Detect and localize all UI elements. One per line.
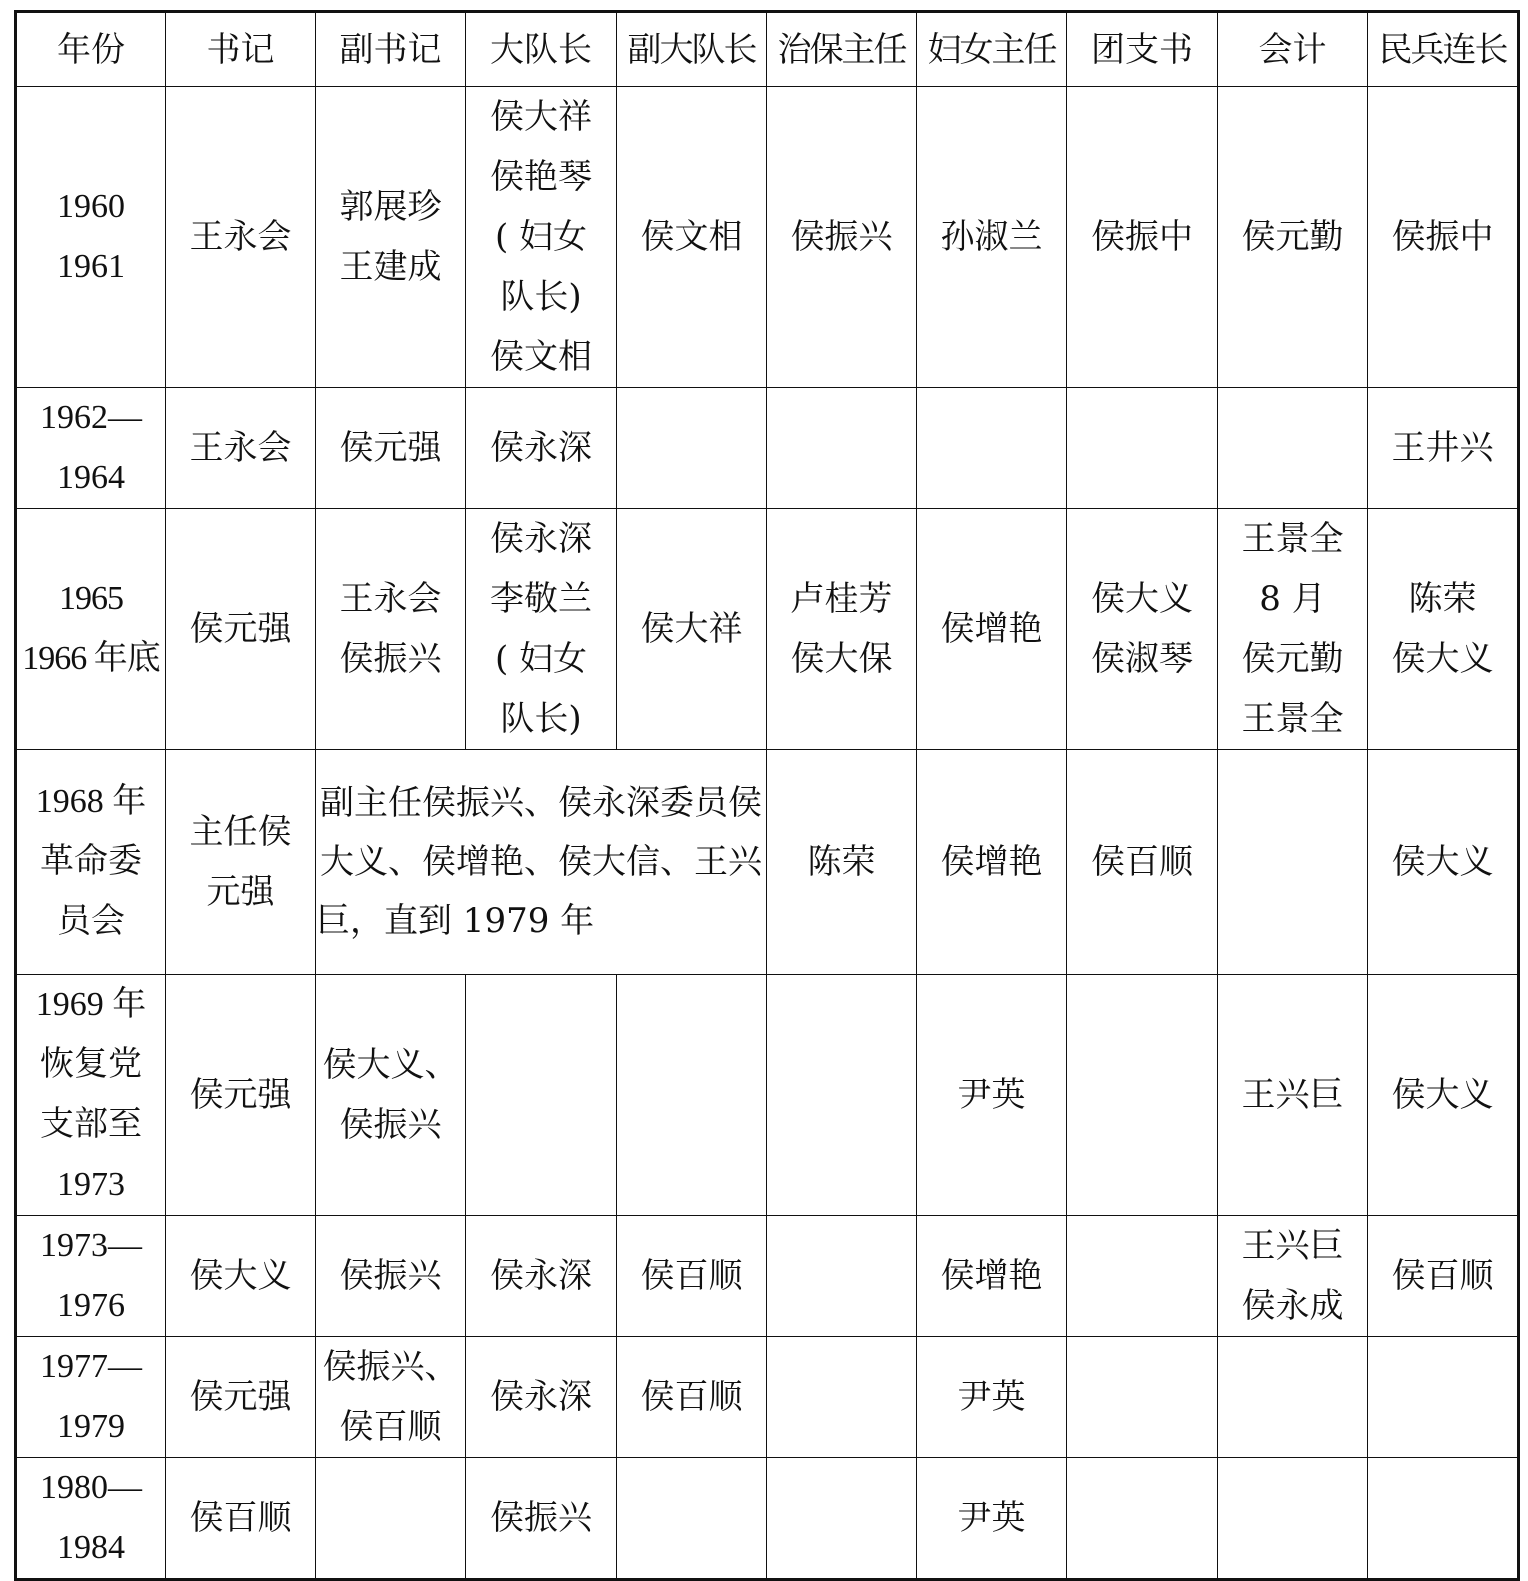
- youth-league-secretary-cell: [1067, 1216, 1218, 1337]
- year-cell: 1965 1966 年底: [16, 509, 166, 750]
- secretary-cell: 侯大义: [166, 1216, 316, 1337]
- deputy-brigade-leader-cell: 侯百顺: [617, 1216, 767, 1337]
- women-director-cell: 侯增艳: [917, 750, 1067, 975]
- secretary-cell: 侯元强: [166, 509, 316, 750]
- accountant-cell: 侯元勤: [1218, 87, 1368, 388]
- accountant-cell: [1218, 1337, 1368, 1458]
- header-secretary: 书记: [166, 12, 316, 87]
- deputy-secretary-cell: 王永会 侯振兴: [316, 509, 466, 750]
- youth-league-secretary-cell: [1067, 1337, 1218, 1458]
- women-director-cell: 尹英: [917, 1458, 1067, 1580]
- security-director-cell: [767, 1216, 917, 1337]
- women-director-cell: 尹英: [917, 975, 1067, 1216]
- table-row: [16, 750, 1519, 975]
- women-director-cell: 侯增艳: [917, 1216, 1067, 1337]
- header-deputy-brigade-leader: 副大队长: [617, 12, 767, 87]
- women-director-cell: 侯增艳: [917, 509, 1067, 750]
- header-brigade-leader: 大队长: [466, 12, 617, 87]
- header-year: 年份: [16, 12, 166, 87]
- youth-league-secretary-cell: 侯大义 侯淑琴: [1067, 509, 1218, 750]
- table-row: [16, 1458, 1519, 1580]
- youth-league-secretary-cell: 侯百顺: [1067, 750, 1218, 975]
- year-cell: 1962— 1964: [16, 388, 166, 509]
- year-cell: 1977— 1979: [16, 1337, 166, 1458]
- brigade-leader-cell: 侯永深: [466, 388, 617, 509]
- table-row: [16, 975, 1519, 1216]
- secretary-cell: 王永会: [166, 87, 316, 388]
- deputy-brigade-leader-cell: [617, 388, 767, 509]
- secretary-cell: 侯元强: [166, 1337, 316, 1458]
- militia-commander-cell: 侯大义: [1368, 975, 1519, 1216]
- militia-commander-cell: 王井兴: [1368, 388, 1519, 509]
- women-director-cell: 孙淑兰: [917, 87, 1067, 388]
- women-director-cell: 尹英: [917, 1337, 1067, 1458]
- deputy-brigade-leader-cell: [617, 1458, 767, 1580]
- youth-league-secretary-cell: [1067, 1458, 1218, 1580]
- deputy-secretary-cell: 侯大义、 侯振兴: [316, 975, 466, 1216]
- secretary-cell: 侯元强: [166, 975, 316, 1216]
- year-cell: 1980— 1984: [16, 1458, 166, 1580]
- header-youth-league-secretary: 团支书: [1067, 12, 1218, 87]
- militia-commander-cell: 侯百顺: [1368, 1216, 1519, 1337]
- leadership-table: [14, 10, 1520, 1581]
- militia-commander-cell: 侯大义: [1368, 750, 1519, 975]
- militia-commander-cell: 侯振中: [1368, 87, 1519, 388]
- security-director-cell: [767, 975, 917, 1216]
- year-cell: 1973— 1976: [16, 1216, 166, 1337]
- secretary-cell: 王永会: [166, 388, 316, 509]
- security-director-cell: 侯振兴: [767, 87, 917, 388]
- table-row: [16, 1337, 1519, 1458]
- brigade-leader-cell: 侯永深: [466, 1216, 617, 1337]
- accountant-cell: 王兴巨: [1218, 975, 1368, 1216]
- table-row: [16, 388, 1519, 509]
- header-accountant: 会计: [1218, 12, 1368, 87]
- security-director-cell: [767, 1337, 917, 1458]
- accountant-cell: 王景全 8 月 侯元勤 王景全: [1218, 509, 1368, 750]
- table-row: [16, 87, 1519, 388]
- security-director-cell: 卢桂芳 侯大保: [767, 509, 917, 750]
- deputy-secretary-cell: 侯振兴、 侯百顺: [316, 1337, 466, 1458]
- brigade-leader-cell: 侯大祥 侯艳琴 ( 妇女 队长) 侯文相: [466, 87, 617, 388]
- header-deputy-secretary: 副书记: [316, 12, 466, 87]
- deputy-brigade-leader-cell: 侯百顺: [617, 1337, 767, 1458]
- youth-league-secretary-cell: [1067, 975, 1218, 1216]
- accountant-cell: 王兴巨 侯永成: [1218, 1216, 1368, 1337]
- militia-commander-cell: 陈荣 侯大义: [1368, 509, 1519, 750]
- youth-league-secretary-cell: [1067, 388, 1218, 509]
- youth-league-secretary-cell: 侯振中: [1067, 87, 1218, 388]
- brigade-leader-cell: 侯永深 李敬兰 ( 妇女 队长): [466, 509, 617, 750]
- deputy-brigade-leader-cell: 侯文相: [617, 87, 767, 388]
- militia-commander-cell: [1368, 1458, 1519, 1580]
- deputy-brigade-leader-cell: 侯大祥: [617, 509, 767, 750]
- women-director-cell: [917, 388, 1067, 509]
- year-cell: 1969 年 恢复党 支部至 1973: [16, 975, 166, 1216]
- header-security-director: 治保主任: [767, 12, 917, 87]
- header-militia-commander: 民兵连长: [1368, 12, 1519, 87]
- secretary-cell: 侯百顺: [166, 1458, 316, 1580]
- table-row: [16, 1216, 1519, 1337]
- brigade-leader-cell: 侯振兴: [466, 1458, 617, 1580]
- secretary-cell: 主任侯 元强: [166, 750, 316, 975]
- security-director-cell: [767, 1458, 917, 1580]
- accountant-cell: [1218, 750, 1368, 975]
- accountant-cell: [1218, 1458, 1368, 1580]
- deputy-secretary-cell: 郭展珍 王建成: [316, 87, 466, 388]
- deputy-secretary-cell: 侯振兴: [316, 1216, 466, 1337]
- deputy-secretary-cell: 侯元强: [316, 388, 466, 509]
- security-director-cell: 陈荣: [767, 750, 917, 975]
- year-cell: 1968 年 革命委 员会: [16, 750, 166, 975]
- militia-commander-cell: [1368, 1337, 1519, 1458]
- brigade-leader-cell: [466, 975, 617, 1216]
- year-cell: 1960 1961: [16, 87, 166, 388]
- table-row: [16, 509, 1519, 750]
- revolutionary-committee-cell: 副主任侯振兴、侯永深委员侯大义、侯增艳、侯大信、王兴巨，直到 1979 年: [316, 750, 767, 975]
- accountant-cell: [1218, 388, 1368, 509]
- deputy-secretary-cell: [316, 1458, 466, 1580]
- header-row: [16, 12, 1519, 87]
- deputy-brigade-leader-cell: [617, 975, 767, 1216]
- header-women-director: 妇女主任: [917, 12, 1067, 87]
- security-director-cell: [767, 388, 917, 509]
- brigade-leader-cell: 侯永深: [466, 1337, 617, 1458]
